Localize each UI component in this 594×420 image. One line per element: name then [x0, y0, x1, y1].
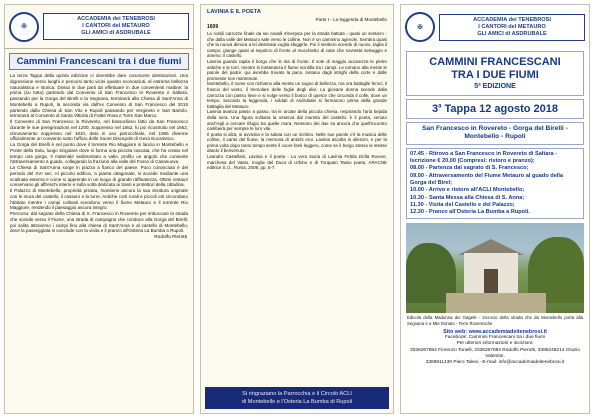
academy-seal-icon: ✠ [9, 12, 39, 42]
left-signature: Rodolfo Pierotti [154, 235, 187, 240]
middle-paragraph: Lavinia guarda rapita il borgo che le sta di fronte. Il sole di maggio accarezza le pietre antiche e le torri, mentre in lontananza il fiume scintilla tra i campi. Le tornano alla mente le parole del padre: qui avrebbe trovato la pace, lontano dagli intrighi della corte e dalle promesse non mantenute. [207, 58, 387, 81]
right-panel [400, 4, 590, 414]
middle-section-title: LAVINIA E IL POETA [207, 9, 261, 15]
academy-line-1: ACCADEMIA dei TENEBROSI [77, 16, 155, 22]
schedule-box [406, 148, 584, 220]
academy-header-right [401, 5, 589, 49]
contacts-box [407, 329, 583, 366]
website-link[interactable]: Sito web: www.accademiadeitenebrosi.it [443, 329, 547, 336]
tappa-text: Tappa 12 agosto 2018 [441, 103, 559, 115]
event-title-line-2: TRA I DUE FIUMI [451, 69, 539, 81]
left-article [5, 73, 193, 234]
tappa-number: 3 [431, 103, 439, 115]
middle-year: 1609 [207, 24, 219, 30]
schedule-item: 11.30 - Visita del Castello e del Palazzo; [410, 201, 515, 208]
route-box: San Francesco in Rovereto - Gorga del Birelli - Montebello - Rupoli [406, 122, 584, 145]
schedule-item: 07.45 - Ritrovo a San Francesco in Rovereto di Saltara - Iscrizione € 20,00 (Compresi: ristoro e pranzo); [410, 150, 558, 165]
left-paragraph: Il Convento di San Francesco in Rovereto, nel bassorilievo fatto da San Francesco durante le sue peregrinazioni nel 1200. Soppresso nel 1652, fu poi ricostruito nel 1662, rinnovamento soppresso nel 1810, dato in uso parrocchiale, nel 1906 divenne ufficialmente un convento sotto l'ufficio delle Suore Discepole di Gesù Eucaristico. [10, 119, 188, 142]
middle-header [207, 9, 387, 15]
left-paragraph: La Gorga del Birelli è nel punto dove il torrente Rio Maggiore si lancia in Montebello e Ponte della Sola, luogo singolare dove si forma una piccola cascata, che ha creato nel tempo una gorga. Il materiale sedimentato a valle, profilo un angolo che consente l'attraversamento a guado, collegando la frazione alla valle del Fosso di Casanuova. [10, 142, 188, 165]
schedule-item: 10.30 - Santa Messa alla Chiesa di S. Anna; [410, 194, 525, 201]
schedule-item: 09.00 - Attraversamento del Fiume Metauro al guado della Gorga del Birel; [410, 172, 564, 186]
left-paragraph: La Chiesa di Sant'Anna sorge in piazza a fianco del paese. Poco conosciuta è del periodo del XVI sec. Al piccolo edificio, a pianta ottagonale, si accede mediante una scalinata esterna e come si apprende in un luogo di grande raffinatezza. Ottimi restauri conservano gli affreschi interni e sulla volta dedicata ai Santi e protettori della cittadina. [10, 165, 188, 188]
photo-chapel-door [484, 269, 498, 293]
thanks-line-1: Si ringraziano la Parrocchia e il Circolo ACLI [242, 391, 352, 397]
thanks-banner [205, 387, 389, 409]
schedule-item: 12.30 - Pranzo all'Osteria La Bumba a Rupoli. [410, 209, 530, 216]
event-edition: 5ª EDIZIONE [474, 83, 516, 90]
thanks-line-2: di Montebello e l'Osteria La Bumba di Rupoli [241, 399, 353, 405]
tappa-date [406, 99, 584, 119]
academy-line-2: I CANTORI del METAURO [478, 23, 546, 30]
left-paragraph: Percorso: dal sagrato della Chiesa di S. Francesco in Rovereto per imboccare la strada che scende verso il Fiume, una strada di campagna che conduce alla Gorga del Birelli; poi salita attraverso i campi fino alla chiesa di Sant'Anna e al castello di Montebello, dove la passeggiata si conclude con la visita e il pranzo all'Osteria La Bumba a Rupoli. [10, 211, 188, 234]
academy-name-box [43, 13, 189, 40]
contact-line: 3336267884 Fiorenzo Tonelli, 3336267884 Rodolfo Pierotti, 3386246214 Orazio Valentini, [410, 347, 580, 359]
contact-line: 3389911430 Piero Talevi - E-mail: info@accademiadeitenebrosi.it [425, 359, 565, 365]
left-paragraph: La terza Tappa della quinta edizione ci dovrebbe dare conoscere destinazioni. Una digressione verso luoghi e percorsi tanto vicini quanto sconosciuti, di estrema bellezza naturalistica e storica. Divisa in due parti da effettuare in due convenienti mattine: la prima (su tutto) partendo dal Convento di San Francesco in Rovereto e Saltara, passando per la Gorga del Birelli e la Segnana, terminerà alla Chiesa di Sant'Anna di Montebello a Rupoli, la seconda via dall'ex Convento di San Francesco del 2016 partendo dalla Chiesa di San Vito e Rupoli passando per Vergineto e San Bartolo, terminerà al Convento di Santa Vittoria di Fratte Rosa e Torre San Marco. [10, 73, 188, 119]
middle-paragraph: Le nobili carrozze finale da sei cavalli s'inerpica per la strada battuta - quasi un sentiero - che dalla valle del Metauro sale verso le colline. Non è un cammino agevole. Sembra quasi che la nuova dimora a lei destinata voglia sfuggirle. Poi il sentiero scende di nuovo, taglia il campo, giunge quasi al sepolcro di fronte al mucchietto di case che sovrasta selvaggio e ameno: il castello. [207, 31, 387, 59]
middle-paragraph: Montebello, il nome con richiamo alla mente un sogno di bellezza, ma ora battaglie feroci, il fruscio del vento, il tremolare delle foglie degli ulivi. La giovane donna scende dalla carrozza con passo lieve e si volge verso il bosco di querce che circonda il colle, dove un tempo, secondo la leggenda, i soldati di Asdrubale si fermarono prima della grande battaglia del Metauro. [207, 81, 387, 109]
left-paragraph: Il Palazzo di Montebello, proprietà privata, mantiene ancora la sua struttura originale con le mura del castello, il cassero e la torre. Antiche corti rurali e piccoli orti circondano l'abitato mentre i campi coltivati scendono verso il fiume Metauro e il torrente Rio Maggiore, rendendo il paesaggio ancora integro. [10, 188, 188, 211]
schedule-item: 08.00 - Partenza dal sagrato di S. Francesco; [410, 165, 529, 172]
middle-part-label: Parte I - La leggenda di Montebello [315, 17, 387, 22]
facebook-line: Facebook: Cammini Francescani tra i due fiumi [444, 335, 546, 341]
academy-header [5, 5, 193, 49]
academy-name-box [439, 14, 585, 41]
academy-line-1: ACCADEMIA dei TENEBROSI [473, 16, 551, 23]
academy-line-3: GLI AMICI di ASDRUBALE [477, 30, 547, 37]
event-title-box [406, 51, 584, 96]
event-title-line-1: CAMMINI FRANCESCANI [429, 56, 561, 68]
photo-caption: Edicola della Madonna dei Gagetti - Incrocio della strada che da Montebello porta alla Segnana e a Mte Donato - Terre Roveresche [407, 315, 583, 326]
middle-panel [200, 4, 394, 414]
left-panel [4, 4, 194, 414]
middle-paragraph: Lavinia avanza passo a passo, tra le arcate della piccola chiesa, respirando l'aria tiepida della sera. Una figura solitaria la osserva dal muretto del castello: è il poeta, venuto anch'egli a cercare rifugio tra quelle mura. Nessuno dei due sa ancora che quell'incontro cambierà per sempre le loro vite. [207, 109, 387, 132]
left-title: Cammini Francescani tra i due fiumi [9, 53, 189, 70]
academy-seal-icon: ✠ [405, 12, 435, 42]
middle-story [201, 31, 393, 171]
contact-line: Per ulteriori informazioni e iscrizioni: [456, 341, 534, 347]
middle-paragraph: Il poeta si alza, si avvicina e la saluta con un inchino. Nelle sue parole c'è la musica delle colline, il canto del fiume, la memoria di antichi eroi. Lavinia ascolta in silenzio, e per la prima volta dopo tanto tempo sente il cuore farsi leggero, come se il borgo stesso le stesse dando il benvenuto. [207, 131, 387, 154]
tappa-ordinal: a [438, 103, 442, 110]
academy-line-2: I CANTORI del METAURO [82, 23, 150, 29]
academy-line-3: GLI AMICI di ASDRUBALE [81, 30, 151, 36]
photo-path [446, 293, 546, 313]
schedule-item: 10.00 - Arrivo e ristoro all'ACLI Montebello; [410, 187, 525, 194]
middle-citation: Leandro Castellani, Lavinia e il poeta - La vera storia di Lavinia Feltria Della Rovere, marchesa del Vasto, moglie del Duca di Urbino e di Torquato Tasso poeta, ARACNE editrice S.r.l., Roma, 2009, pp. 5-7. [207, 154, 387, 171]
chapel-photo [406, 223, 584, 313]
